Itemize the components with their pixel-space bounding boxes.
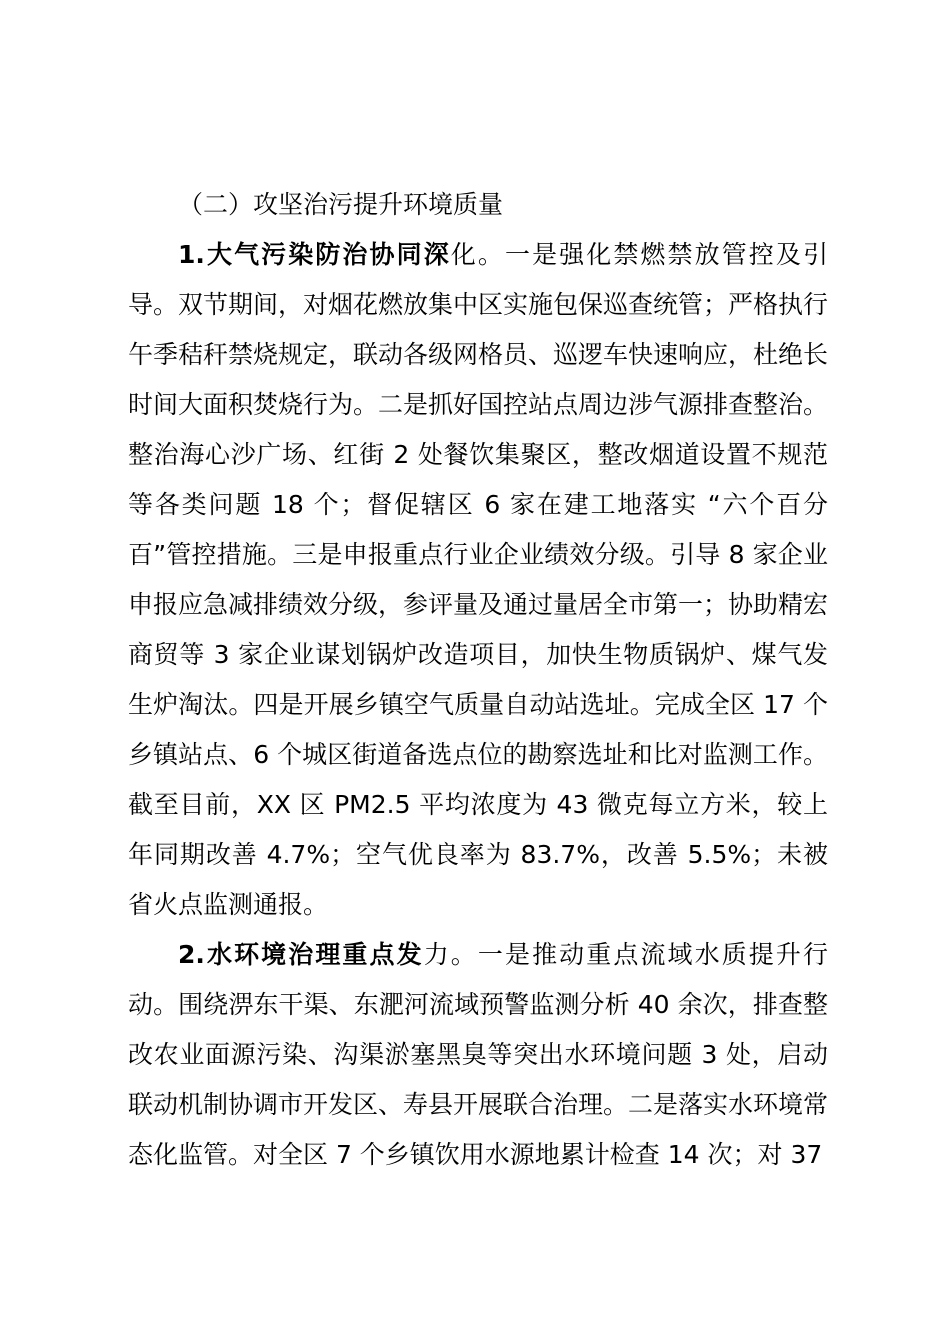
paragraph-body: 化。一是强化禁燃禁放管控及引导。双节期间，对烟花燃放集中区实施包保巡查统管；严格执行午季秸秆禁烧规定，联动各级网格员、巡逻车快速响应，杜绝长时间大面积焚烧行为。二是抓好国控站点周边涉气源排查整治。整治海心沙广场、红街 2 处餐饮集聚区，整改烟道设置不规范等各类问题 18 个；督促辖区 6 家在建工地落实 “六个百分百”管控措施。三是申报重点行业企业绩效分级。引导 8 家企业申报应急减排绩效分级，参评量及通过量居全市第一；协助精宏商贸等 3 家企业谋划锅炉改造项目，加快生物质锅炉、煤气发生炉淘汰。四是开展乡镇空气质量自动站选址。完成全区 17 个乡镇站点、6 个城区街道备选点位的勘察选址和比对监测工作。截至目前，XX 区 PM2.5 平均浓度为 43 微克每立方米，较上年同期改善 4.7%；空气优良率为 83.7%，改善 5.5%；未被省火点监测通报。 xyxy=(128,240,829,919)
paragraph-air-pollution xyxy=(128,230,828,930)
paragraph-lead: 1.大气污染防治协同深 xyxy=(178,240,451,269)
paragraph-water-environment xyxy=(128,930,828,1180)
document-body xyxy=(128,180,828,1180)
paragraph-lead: 2.水环境治理重点发 xyxy=(178,940,424,969)
section-heading xyxy=(128,180,828,230)
paragraph-body: 力。一是推动重点流域水质提升行动。围绕淠东干渠、东淝河流域预警监测分析 40 余次，排查整改农业面源污染、沟渠淤塞黑臭等突出水环境问题 3 处，启动联动机制协调市开发区、寿县开展联合治理。二是落实水环境常态化监管。对全区 7 个乡镇饮用水源地累计检查 14 次；对 37 xyxy=(128,940,829,1169)
section-heading-text: （二）攻坚治污提升环境质量 xyxy=(178,190,504,219)
